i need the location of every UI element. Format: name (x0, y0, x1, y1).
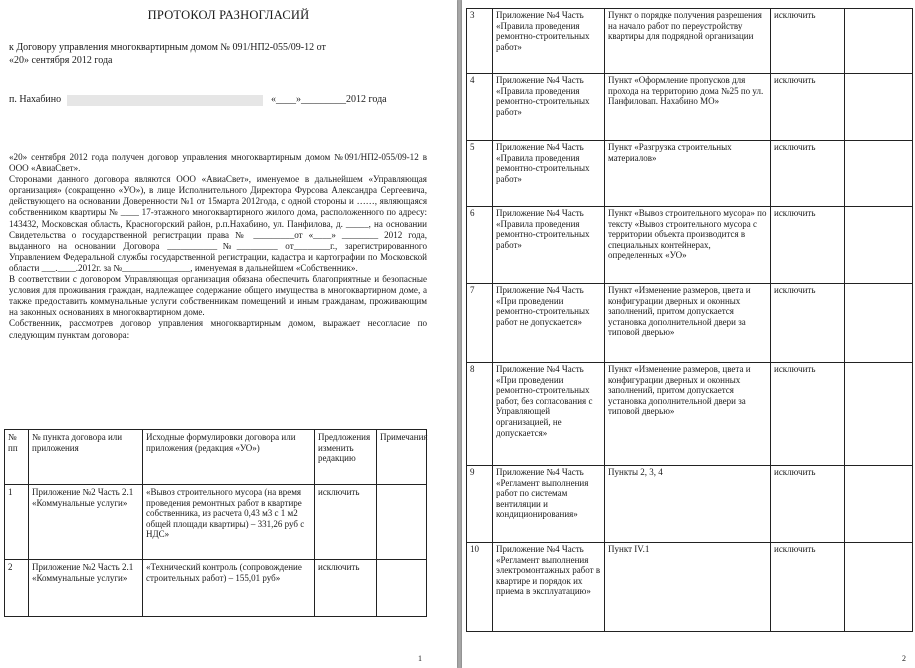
page-number: 2 (902, 654, 906, 663)
row-clause: Приложение №4 Часть «Регламент выполнения работ по системам вентиляции и кондиционирования» (493, 466, 605, 543)
header-cell: Примечания (377, 430, 427, 485)
row-original: Пункт «Изменение размеров, цвета и конфигурации дверных и оконных заполнений, притом допускается установка дополнительной двери за типовой дверью» (605, 284, 771, 363)
city-name: п. Нахабино (9, 94, 62, 105)
row-proposal: исключить (315, 485, 377, 560)
row-proposal: исключить (771, 363, 845, 466)
row-clause: Приложение №2 Часть 2.1 «Коммунальные услуги» (29, 485, 143, 560)
row-proposal: исключить (771, 543, 845, 632)
table-row (467, 363, 913, 466)
document-title: ПРОТОКОЛ РАЗНОГЛАСИЙ (147, 8, 310, 22)
disagreements-table-part-2 (466, 8, 913, 632)
row-number: 4 (467, 74, 493, 141)
row-proposal: исключить (771, 9, 845, 74)
row-original: Пункт «Изменение размеров, цвета и конфигурации дверных и оконных заполнений, притом допускается установка дополнительной двери за типовой дверью» (605, 363, 771, 466)
paragraph: В соответствии с договором Управляющая организация обязана обеспечить благоприятные и безопасные условия для проживания граждан, надлежащее содержание общего имущества в многоквартирном доме, а также предоставить коммунальные услуги собственникам помещений и иным гражданам, проживающим на законных основаниях в многоквартирном доме. (9, 274, 427, 318)
row-note (845, 207, 913, 284)
row-clause: Приложение №4 Часть «Правила проведения ремонтно-строительных работ» (493, 207, 605, 284)
header-cell: № пункта договора или приложения (29, 430, 143, 485)
row-proposal: исключить (315, 560, 377, 617)
row-original: Пункт «Вывоз строительного мусора» по тексту «Вывоз строительного мусора с территории объекта производится в специальных контейнерах, определенных «УО» (605, 207, 771, 284)
row-clause: Приложение №4 Часть «При проведении ремонтно-строительных работ не допускается» (493, 284, 605, 363)
row-proposal: исключить (771, 207, 845, 284)
row-note (377, 485, 427, 560)
row-clause: Приложение №2 Часть 2.1 «Коммунальные услуги» (29, 560, 143, 617)
table-row (467, 207, 913, 284)
header-cell: № пп (5, 430, 29, 485)
paragraph: «20» сентября 2012 года получен договор управления многоквартирным домом №091/НП2-055/09-12 в ООО «АвиаСвет». (9, 152, 427, 174)
document-body (9, 152, 427, 341)
row-number: 6 (467, 207, 493, 284)
table-row (5, 560, 427, 617)
row-proposal: исключить (771, 466, 845, 543)
row-proposal: исключить (771, 141, 845, 207)
row-clause: Приложение №4 Часть «Правила проведения ремонтно-строительных работ» (493, 74, 605, 141)
row-note (845, 74, 913, 141)
row-clause: Приложение №4 Часть «Правила проведения ремонтно-строительных работ» (493, 9, 605, 74)
row-clause: Приложение №4 Часть «Регламент выполнения электромонтажных работ в квартире и порядок их приема в эксплуатацию» (493, 543, 605, 632)
table-row (467, 466, 913, 543)
row-note (845, 9, 913, 74)
row-note (377, 560, 427, 617)
row-note (845, 543, 913, 632)
row-original: Пункт «Оформление пропусков для прохода на территорию дома №25 по ул. Панфиловап. Нахабино МО» (605, 74, 771, 141)
paragraph: Сторонами данного договора являются ООО «АвиаСвет», именуемое в дальнейшем «Управляющая организация» (сокращенно «УО»), в лице Исполнительного Директора Фурсова Александра Сергеевича, действующего на основании Доверенности №1 от 15марта 2012года, с одной стороны и ……, являющаяся собственником квартиры № ____ 17-этажного многоквартирного жилого дома, расположенного по адресу: 143432, Московская область, Красногорский район, р.п.Нахабино, ул. Панфилова, д. _____, на основании Свидетельства о государственной регистрации права № _________от «____» ________ 2012 года, выданного на основании Договора ___________№_________ от________г., зарегистрированного Управлением Федеральной службы государственной регистрации, кадастра и картографии по Московской области ___.____.2012г. за №_______________, именуемая в дальнейшем «Собственник». (9, 174, 427, 273)
row-note (845, 284, 913, 363)
row-note (845, 363, 913, 466)
table-row (5, 485, 427, 560)
document-page-2 (462, 0, 915, 668)
document-page-1 (0, 0, 457, 668)
contract-reference: к Договору управления многоквартирным домом № 091/НП2-055/09-12 от (9, 42, 326, 53)
row-clause: Приложение №4 Часть «Правила проведения ремонтно-строительных работ» (493, 141, 605, 207)
protocol-date: «____»_________2012 года (271, 94, 387, 105)
row-original: Пункт о порядке получения разрешения на начало работ по переустройству квартиры для подрядной организации (605, 9, 771, 74)
row-proposal: исключить (771, 284, 845, 363)
row-clause: Приложение №4 Часть «При проведении ремонтно-строительных работ, без согласования с Управляющей организацией, не допускается» (493, 363, 605, 466)
row-original: Пункты 2, 3, 4 (605, 466, 771, 543)
row-note (845, 141, 913, 207)
row-note (845, 466, 913, 543)
disagreements-table-part-1 (4, 429, 427, 617)
row-original: «Вывоз строительного мусора (на время проведения ремонтных работ в квартире собственника, из расчета 0,43 м3 с 1 м2 общей площади квартиры) – 331,26 руб с НДС» (143, 485, 315, 560)
row-number: 1 (5, 485, 29, 560)
row-number: 3 (467, 9, 493, 74)
paragraph: Собственник, рассмотрев договор управления многоквартирным домом, выражает несогласие по следующим пунктам договора: (9, 318, 427, 340)
row-original: Пункт «Разгрузка строительных материалов» (605, 141, 771, 207)
row-number: 8 (467, 363, 493, 466)
row-number: 5 (467, 141, 493, 207)
header-cell: Предложения изменить редакцию (315, 430, 377, 485)
row-proposal: исключить (771, 74, 845, 141)
table-header-row (5, 430, 427, 485)
row-number: 2 (5, 560, 29, 617)
row-number: 7 (467, 284, 493, 363)
header-cell: Исходные формулировки договора или приложения (редакция «УО») (143, 430, 315, 485)
table-row (467, 543, 913, 632)
date-field-shading (67, 95, 263, 106)
row-number: 10 (467, 543, 493, 632)
table-row (467, 284, 913, 363)
table-row (467, 141, 913, 207)
row-original: Пункт IV.1 (605, 543, 771, 632)
city-date-row (9, 94, 409, 108)
row-original: «Технический контроль (сопровождение строительных работ) – 155,01 руб» (143, 560, 315, 617)
table-row (467, 74, 913, 141)
table-row (467, 9, 913, 74)
contract-date: «20» сентября 2012 года (9, 55, 113, 66)
row-number: 9 (467, 466, 493, 543)
page-number: 1 (418, 654, 422, 663)
